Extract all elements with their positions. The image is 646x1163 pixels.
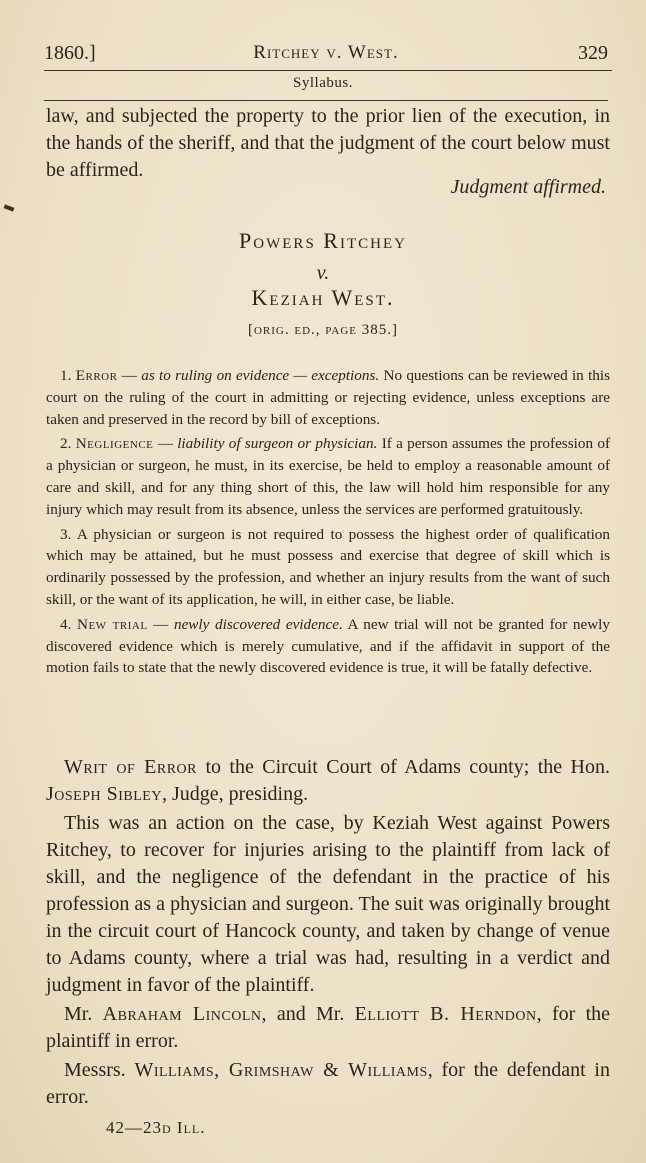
writ-paragraph: Writ of Error to the Circuit Court of Adams county; the Hon. Joseph Sibley, Judge, presiding. [46,756,610,805]
header-year: 1860.] [44,42,96,64]
syllabus-item: 1. Error — as to ruling on evidence — exceptions. No questions can be reviewed in this court on the ruling of the court in admitting or rejecting evidence, unless exceptions are taken and preserved in the record by bill of exceptions. [46,367,611,428]
syllabus-item: 3. A physician or surgeon is not required to possess the highest order of qualification which may be attained, but he must possess and exercise that degree of skill which is ordinarily possessed by the profession, and whether an injury results from the want of such skill, or the want of its application, he will, in either case, be liable. [46,525,610,608]
margin-mark [4,204,15,211]
case-title-party1: Powers Ritchey [239,228,407,253]
case-title-party2: Keziah West. [251,285,395,310]
case-title-versus: v. [316,262,330,284]
page-number: 329 [578,42,608,64]
opinion-body [46,754,610,1113]
section-label: Syllabus. [293,75,353,91]
header-rule [44,70,612,71]
counsel-defendant: Messrs. Williams, Grimshaw & Williams, for the defendant in error. [46,1059,610,1108]
counsel-plaintiff: Mr. Abraham Lincoln, and Mr. Elliott B. Herndon, for the plaintiff in error. [46,1003,611,1052]
syllabus-item: 4. New trial — newly discovered evidence. A new trial will not be granted for newly discovered evidence which is merely cumulative, and if the affidavit in support of the motion fails to state that the newly discovered evidence is true, it will be fatally defective. [46,615,610,677]
signature-mark: 42—23d Ill. [106,1118,206,1137]
syllabus-item: 2. Negligence — liability of surgeon or physician. If a person assumes the profession of a physician or surgeon, he must, in its exercise, be held to employ a reasonable amount of care and skill, and for any thing short of this, the law will hold him responsible for any injury which may result from its absence, unless the services are performed gratuitously. [46,435,610,518]
original-edition-ref: [orig. ed., page 385.] [247,322,398,338]
header-case-name: Ritchey v. West. [253,42,399,63]
judgment-line: Judgment affirmed. [450,176,606,198]
section-rule [44,100,608,101]
syllabus-list [46,365,610,679]
statement-paragraph: This was an action on the case, by Keziah West against Powers Ritchey, to recover for injuries arising to the plaintiff from lack of skill, and the negligence of the defendant in the practice of his profession as a physician and surgeon. The suit was originally brought in the circuit court of Hancock county, and taken by change of venue to Adams county, where a trial was had, resulting in a verdict and judgment in favor of the plaintiff. [46,812,610,996]
running-header [44,36,608,66]
continuation-paragraph: law, and subjected the property to the prior lien of the execution, in the hands of the sheriff, and that the judgment of the court below must be affirmed. [46,105,610,181]
